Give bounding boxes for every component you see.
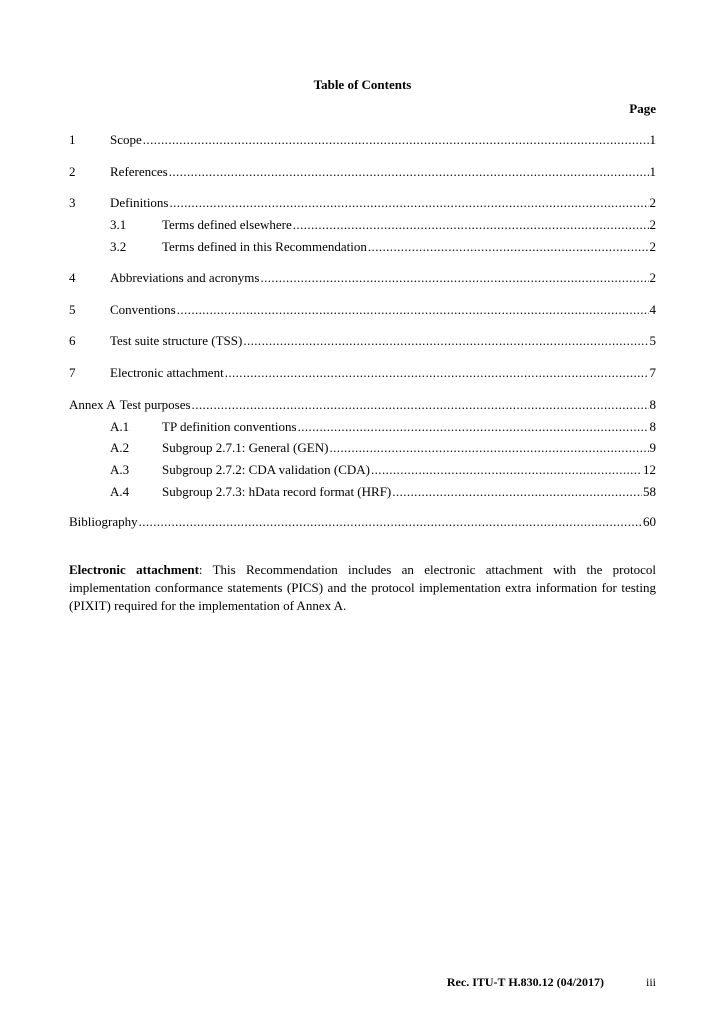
- toc-entry-label: Terms defined elsewhere: [162, 217, 292, 232]
- dot-leader: [177, 301, 649, 318]
- toc-entry-label: Abbreviations and acronyms: [110, 270, 260, 285]
- toc-entry-page: 60: [643, 514, 656, 529]
- note-lead: Electronic attachment: [69, 562, 199, 577]
- toc-entry-scope[interactable]: [69, 131, 656, 148]
- dot-leader: [298, 418, 649, 435]
- toc-entry-number: A.2: [110, 440, 130, 455]
- toc-entry-number: 2: [69, 164, 76, 179]
- toc-entry-label: Subgroup 2.7.2: CDA validation (CDA): [162, 462, 370, 477]
- dot-leader: [139, 513, 642, 530]
- dot-leader: [392, 483, 642, 500]
- footer-page-number: iii: [645, 975, 656, 989]
- toc-entry-page: 4: [649, 302, 656, 317]
- toc-entry-page: 8: [649, 419, 656, 434]
- toc-entry-number: 7: [69, 365, 76, 380]
- dot-leader: [170, 194, 649, 211]
- dot-leader: [143, 131, 649, 148]
- dot-leader: [225, 364, 649, 381]
- dot-leader: [293, 216, 649, 233]
- dot-leader: [329, 439, 648, 456]
- toc-entry-number: 3: [69, 195, 76, 210]
- toc-entry-page: 7: [649, 365, 656, 380]
- dot-leader: [192, 396, 649, 413]
- toc-entry-definitions[interactable]: [69, 194, 656, 211]
- toc-entry-label: Definitions: [110, 195, 169, 210]
- toc-entry-page: 1: [649, 132, 656, 147]
- toc-entry-page: 2: [649, 217, 656, 232]
- toc-entry-terms-defined-in-recommendation[interactable]: [69, 238, 656, 255]
- toc-entry-page: 8: [649, 397, 656, 412]
- electronic-attachment-note: [69, 561, 656, 615]
- toc-entry-number: A.4: [110, 484, 130, 499]
- toc-entry-page: 12: [643, 462, 656, 477]
- toc-entry-number: A.1: [110, 419, 130, 434]
- footer-reference: Rec. ITU-T H.830.12 (04/2017): [446, 975, 604, 989]
- toc-entry-number: 6: [69, 333, 76, 348]
- toc-entry-terms-defined-elsewhere[interactable]: [69, 216, 656, 233]
- toc-entry-conventions[interactable]: [69, 301, 656, 318]
- toc-entry-label: Test suite structure (TSS): [110, 333, 243, 348]
- toc-entry-a3[interactable]: [69, 461, 656, 478]
- toc-entry-label: Test purposes: [119, 397, 191, 412]
- dot-leader: [169, 163, 649, 180]
- toc-entry-annex-a[interactable]: [69, 396, 656, 413]
- toc-entry-label: Terms defined in this Recommendation: [162, 239, 367, 254]
- toc-entry-number: 1: [69, 132, 76, 147]
- toc-entry-number: Annex A: [69, 397, 116, 412]
- toc-entry-label: TP definition conventions: [162, 419, 297, 434]
- toc-entry-number: A.3: [110, 462, 130, 477]
- dot-leader: [368, 238, 649, 255]
- toc-entry-a4[interactable]: [69, 483, 656, 500]
- toc-entry-label: Conventions: [110, 302, 176, 317]
- toc-entry-abbreviations[interactable]: [69, 269, 656, 286]
- toc-entry-page: 2: [649, 195, 656, 210]
- page-column-header: Page: [629, 101, 656, 116]
- toc-entry-label: Subgroup 2.7.3: hData record format (HRF): [162, 484, 392, 499]
- toc-entry-label: Scope: [110, 132, 142, 147]
- toc-entry-page: 58: [643, 484, 656, 499]
- toc-entry-a1[interactable]: [69, 418, 656, 435]
- toc-entry-label: Electronic attachment: [110, 365, 224, 380]
- toc-entry-page: 1: [649, 164, 656, 179]
- toc-entry-page: 2: [649, 270, 656, 285]
- page-footer: [0, 975, 725, 993]
- toc-entry-number: 4: [69, 270, 76, 285]
- dot-leader: [260, 269, 648, 286]
- toc-entry-page: 2: [649, 239, 656, 254]
- toc-entry-references[interactable]: [69, 163, 656, 180]
- toc-entry-electronic-attachment[interactable]: [69, 364, 656, 381]
- note-body: : This Recommendation includes an electronic attachment with the protocol implementation conformance statements (PICS) and the protocol implementation extra information for testing (PIXIT) required for the implementation of Annex A.: [69, 562, 656, 613]
- dot-leader: [243, 332, 648, 349]
- toc-entry-label: References: [110, 164, 168, 179]
- toc-entry-number: 3.1: [110, 217, 127, 232]
- toc-entry-a2[interactable]: [69, 439, 656, 456]
- toc-entry-label: Subgroup 2.7.1: General (GEN): [162, 440, 329, 455]
- toc-entry-label: Bibliography: [69, 514, 138, 529]
- toc-entry-page: 5: [649, 333, 656, 348]
- toc-title: Table of Contents: [313, 77, 412, 92]
- toc-entry-page: 9: [649, 440, 656, 455]
- dot-leader: [371, 461, 642, 478]
- toc-entry-test-suite-structure[interactable]: [69, 332, 656, 349]
- toc-entry-bibliography[interactable]: [69, 513, 656, 530]
- toc-entry-number: 5: [69, 302, 76, 317]
- toc-entry-number: 3.2: [110, 239, 127, 254]
